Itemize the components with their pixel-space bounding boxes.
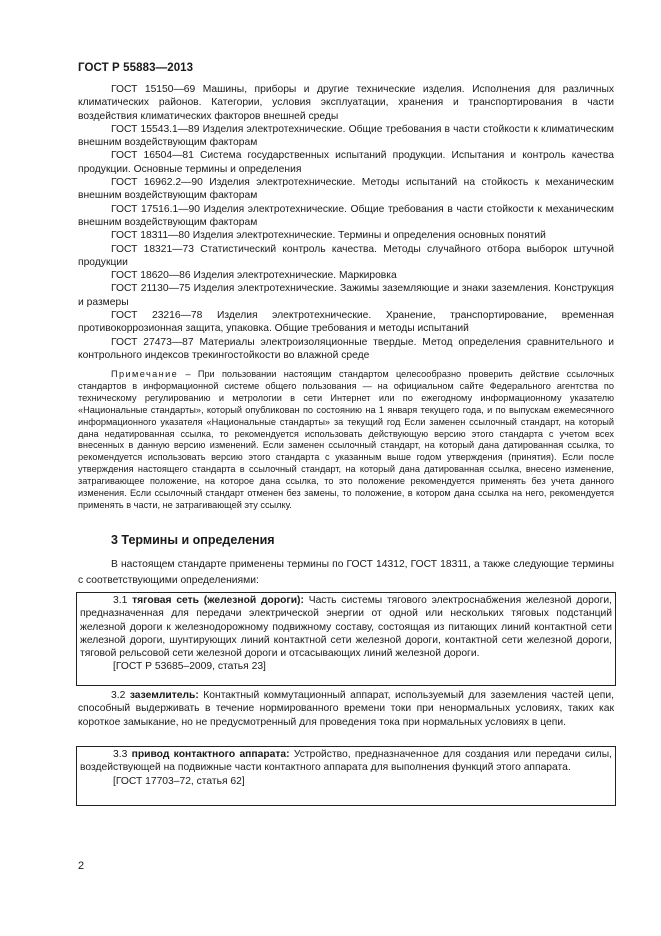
term-3-2 — [78, 689, 614, 729]
document-header: ГОСТ Р 55883—2013 — [78, 62, 194, 74]
term-def: Часть системы тягового электроснабжения железной дороги, предназначенная для передачи электрической энергии от одной или нескольких тяговых подстанций железной дороги к железнодорожному подвижному составу, состоящая из питающих линий контактной сети железной дороги, шунтирующих линий контактной сети железной дороги, контактной сети железной дороги, тяговой рельсовой сети железной дороги и отсасывающих линий железной дороги. — [80, 595, 612, 660]
term-name: привод контактного аппарата: — [131, 749, 290, 760]
reference-item: ГОСТ 18311—80 Изделия электротехнические. Термины и определения основных понятий — [111, 230, 546, 242]
term-citation: [ГОСТ Р 53685–2009, статья 23] — [113, 661, 266, 673]
reference-item: ГОСТ 23216—78 Изделия электротехнические. Хранение, транспортирование, временная противокоррозионная защита, упаковка. Общие требования и методы испытаний — [78, 310, 614, 335]
term-box-3-1 — [76, 592, 616, 686]
term-name: заземлитель: — [129, 690, 199, 701]
page-number: 2 — [78, 860, 85, 872]
term-number: 3.3 — [113, 749, 132, 760]
term-citation: [ГОСТ 17703–72, статья 62] — [113, 775, 245, 787]
term-definition — [80, 594, 612, 660]
reference-item: ГОСТ 16962.2—90 Изделия электротехнические. Методы испытаний на стойкость к механическим внешним воздействующим факторам — [78, 177, 614, 202]
reference-item: ГОСТ 18620—86 Изделия электротехнические. Маркировка — [111, 270, 397, 282]
note-text: – При пользовании настоящим стандартом целесообразно проверить действие ссылочных стандартов в информационной системе общего пользования — на официальном сайте Федерального агентства по техническому регулированию и метрологии в сети Интернет или по ежегодному информационному указателю «Национальные стандарты», который опубликован по состоянию на 1 января текущего года, и по выпускам ежемесячного информационного указателя «Национальные стандарты» за текущий год Если заменен ссылочный стандарт, на который дана недатированная ссылка, то рекомендуется использовать действующую версию этого стандарта с учетом всех внесенных в данную версию изменений. Если заменен ссылочный стандарт, на который дана датированная ссылка, то рекомендуется использовать версию этого стандарта с указанным выше годом утверждения (принятия). Если после утверждения настоящего стандарта в ссылочный стандарт, на который дана датированная ссылка, внесено изменение, затрагивающее положение, на которое дана ссылка, то это положение рекомендуется применять без учета данного изменения. Если ссылочный стандарт отменен без замены, то положение, в котором дана ссылка на него, рекомендуется применять в части, не затрагивающей эту ссылку. — [78, 369, 614, 510]
term-definition — [80, 748, 612, 775]
term-box-3-3 — [76, 746, 616, 806]
section-intro — [78, 557, 614, 588]
reference-item: ГОСТ 21130—75 Изделия электротехнические. Зажимы заземляющие и знаки заземления. Конструкция и размеры — [78, 283, 614, 308]
note-label: Примечание — [111, 369, 179, 379]
reference-item: ГОСТ 18321—73 Статистический контроль качества. Методы случайного отбора выборок штучной продукции — [78, 243, 614, 268]
term-definition — [78, 689, 614, 729]
term-name: тяговая сеть (железной дороги): — [132, 595, 304, 606]
reference-item: ГОСТ 16504—81 Система государственных испытаний продукции. Испытания и контроль качества продукции. Основные термины и определения — [78, 150, 614, 175]
reference-item: ГОСТ 17516.1—90 Изделия электротехнические. Общие требования в части стойкости к механическим внешним воздействующим факторам — [78, 203, 614, 228]
reference-item: ГОСТ 15543.1—89 Изделия электротехнические. Общие требования в части стойкости к климатическим внешним воздействующим факторам — [78, 123, 614, 149]
term-number: 3.1 — [113, 595, 133, 606]
intro-paragraph: В настоящем стандарте применены термины по ГОСТ 14312, ГОСТ 18311, а также следующие термины с соответствующими определениями: — [78, 559, 614, 586]
term-def: Устройство, предназначенное для создания или передачи силы, воздействующей на подвижные части контактного аппарата для выполнения функций этого аппарата. — [80, 749, 613, 774]
term-number: 3.2 — [111, 690, 130, 701]
reference-item: ГОСТ 15150—69 Машины, приборы и другие технические изделия. Исполнения для различных климатических районов. Категории, условия эксплуатации, хранения и транспортирования в части воздействия климатических факторов внешней среды — [78, 84, 614, 122]
normative-references-list — [78, 83, 614, 362]
note-paragraph — [78, 369, 614, 512]
term-def: Контактный коммутационный аппарат, используемый для заземления частей цепи, способный выдерживать в течение нормированного времени токи при ненормальных условиях, таких как короткое замыкание, но не предусмотренный для проведения тока при нормальных условиях в цепи. — [78, 690, 614, 728]
section-title: 3 Термины и определения — [111, 533, 275, 547]
reference-item: ГОСТ 27473—87 Материалы электроизоляционные твердые. Метод определения сравнительного и контрольного индексов трекингостойкости во влажной среде — [78, 336, 614, 361]
